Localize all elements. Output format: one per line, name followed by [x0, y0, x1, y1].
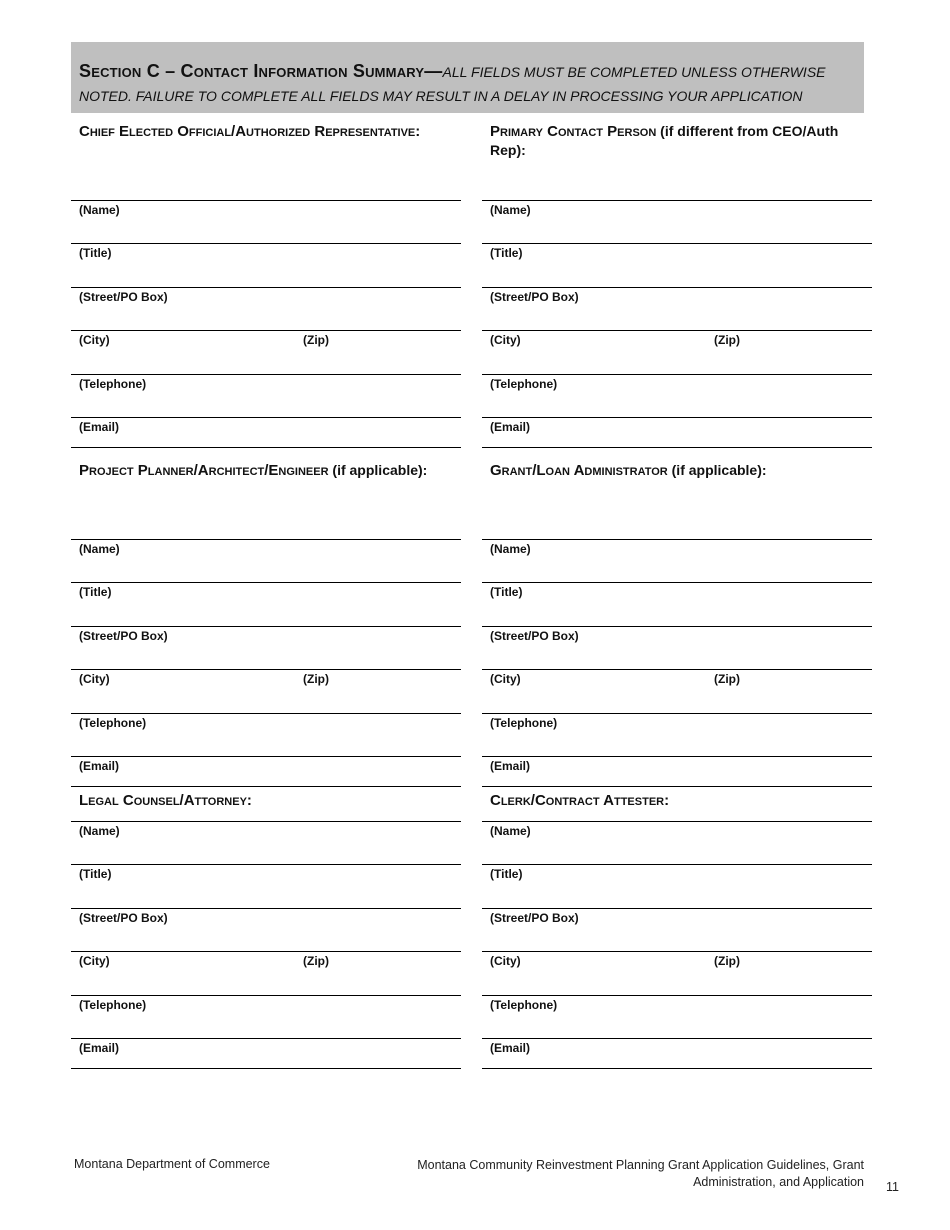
block-heading-main: Primary Contact Person	[490, 123, 657, 140]
block-heading-extra: (if different from CEO/Auth Rep):	[490, 123, 839, 158]
title-label: (Title)	[490, 867, 523, 881]
telephone-field[interactable]	[71, 995, 461, 1039]
email-label: (Email)	[490, 420, 531, 434]
street-label: (Street/PO Box)	[79, 629, 168, 643]
street-label: (Street/PO Box)	[79, 290, 168, 304]
email-field[interactable]	[71, 1038, 461, 1069]
city-label: (City)	[79, 333, 110, 347]
telephone-label: (Telephone)	[490, 716, 558, 730]
name-label: (Name)	[490, 824, 531, 838]
section-note-line1: ALL FIELDS MUST BE COMPLETED UNLESS OTHERWISE	[442, 64, 826, 80]
city-field[interactable]	[482, 951, 872, 995]
title-field[interactable]	[482, 243, 872, 287]
telephone-field[interactable]	[71, 374, 461, 418]
title-label: (Title)	[79, 246, 112, 260]
city-field[interactable]	[71, 951, 461, 995]
city-label: (City)	[79, 954, 110, 968]
email-field[interactable]	[482, 1038, 872, 1069]
email-label: (Email)	[490, 759, 531, 773]
telephone-field[interactable]	[71, 713, 461, 757]
email-field[interactable]	[71, 417, 461, 448]
block-heading-main: Project Planner/Architect/Engineer	[79, 462, 329, 479]
zip-label: (Zip)	[714, 954, 740, 968]
city-field[interactable]	[71, 330, 461, 374]
name-label: (Name)	[490, 542, 531, 556]
street-label: (Street/PO Box)	[490, 911, 579, 925]
city-label: (City)	[490, 672, 521, 686]
email-field[interactable]	[71, 756, 461, 787]
title-label: (Title)	[79, 585, 112, 599]
email-field[interactable]	[482, 417, 872, 448]
telephone-label: (Telephone)	[490, 998, 558, 1012]
street-field[interactable]	[71, 287, 461, 331]
title-field[interactable]	[71, 582, 461, 626]
name-field[interactable]	[482, 200, 872, 244]
name-label: (Name)	[490, 203, 531, 217]
email-label: (Email)	[79, 420, 120, 434]
city-field[interactable]	[71, 669, 461, 713]
zip-label: (Zip)	[303, 672, 329, 686]
street-field[interactable]	[482, 626, 872, 670]
telephone-field[interactable]	[482, 374, 872, 418]
name-label: (Name)	[79, 203, 120, 217]
section-title: Section C – Contact Information Summary—	[79, 61, 443, 81]
block-heading-main: Chief Elected Official/Authorized Representative:	[79, 123, 421, 140]
name-label: (Name)	[79, 542, 120, 556]
block-heading	[490, 791, 870, 810]
street-field[interactable]	[482, 908, 872, 952]
section-note-line2: NOTED. FAILURE TO COMPLETE ALL FIELDS MAY RESULT IN A DELAY IN PROCESSING YOUR APPLICATION	[79, 88, 803, 104]
city-field[interactable]	[482, 669, 872, 713]
street-label: (Street/PO Box)	[490, 290, 579, 304]
title-field[interactable]	[482, 864, 872, 908]
city-label: (City)	[490, 333, 521, 347]
title-label: (Title)	[490, 585, 523, 599]
city-field[interactable]	[482, 330, 872, 374]
name-field[interactable]	[71, 539, 461, 583]
name-field[interactable]	[482, 539, 872, 583]
zip-label: (Zip)	[714, 672, 740, 686]
street-label: (Street/PO Box)	[490, 629, 579, 643]
title-label: (Title)	[79, 867, 112, 881]
telephone-label: (Telephone)	[79, 377, 147, 391]
name-label: (Name)	[79, 824, 120, 838]
title-field[interactable]	[71, 243, 461, 287]
title-label: (Title)	[490, 246, 523, 260]
zip-label: (Zip)	[303, 333, 329, 347]
page-number: 11	[886, 1180, 899, 1194]
street-label: (Street/PO Box)	[79, 911, 168, 925]
name-field[interactable]	[71, 821, 461, 865]
block-heading-main: Grant/Loan Administrator	[490, 462, 668, 479]
zip-label: (Zip)	[714, 333, 740, 347]
footer-document-title: Montana Community Reinvestment Planning Grant Application Guidelines, Grant Administration, and Application	[417, 1158, 864, 1189]
telephone-label: (Telephone)	[79, 998, 147, 1012]
block-heading	[79, 122, 459, 141]
street-field[interactable]	[482, 287, 872, 331]
block-heading-main: Clerk/Contract Attester:	[490, 792, 670, 809]
block-heading	[79, 461, 459, 480]
email-label: (Email)	[490, 1041, 531, 1055]
block-heading-extra: (if applicable):	[667, 462, 767, 478]
email-label: (Email)	[79, 759, 120, 773]
block-heading-main: Legal Counsel/Attorney:	[79, 792, 252, 809]
telephone-field[interactable]	[482, 995, 872, 1039]
name-field[interactable]	[482, 821, 872, 865]
city-label: (City)	[79, 672, 110, 686]
city-label: (City)	[490, 954, 521, 968]
email-label: (Email)	[79, 1041, 120, 1055]
section-header	[71, 42, 864, 113]
zip-label: (Zip)	[303, 954, 329, 968]
title-field[interactable]	[482, 582, 872, 626]
title-field[interactable]	[71, 864, 461, 908]
block-heading	[79, 791, 459, 810]
footer-department: Montana Department of Commerce	[74, 1157, 270, 1171]
block-heading-extra: (if applicable):	[328, 462, 428, 478]
telephone-label: (Telephone)	[79, 716, 147, 730]
name-field[interactable]	[71, 200, 461, 244]
street-field[interactable]	[71, 908, 461, 952]
block-heading	[490, 122, 870, 160]
email-field[interactable]	[482, 756, 872, 787]
street-field[interactable]	[71, 626, 461, 670]
telephone-label: (Telephone)	[490, 377, 558, 391]
block-heading	[490, 461, 870, 480]
telephone-field[interactable]	[482, 713, 872, 757]
